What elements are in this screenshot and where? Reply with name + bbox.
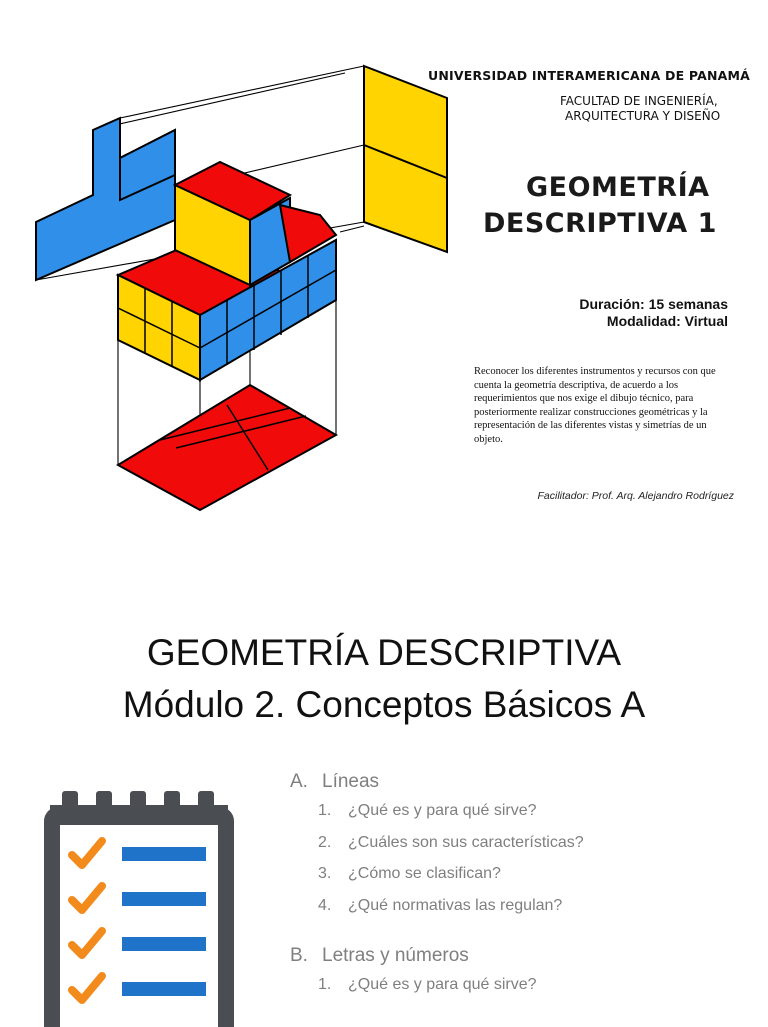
course-meta <box>579 296 728 330</box>
checklist-bar-3 <box>122 937 206 951</box>
course-description: Reconocer los diferentes instrumentos y recursos con que cuenta la geometría descriptiva, de acuerdo a los requerimientos que nos exige el dibujo técnico, para posteriormente realizar construcciones geométricas y la representación de las diferentes vistas y simetrías de un objeto. <box>474 366 716 445</box>
course-title <box>483 170 717 242</box>
section-b <box>290 943 584 969</box>
item-marker: 1. <box>318 802 332 819</box>
item-text: ¿Qué normativas las regulan? <box>348 896 563 914</box>
section-a <box>290 769 584 795</box>
checklist-bar-1 <box>122 847 206 861</box>
item-text: ¿Qué es y para qué sirve? <box>348 802 537 819</box>
outline-list <box>290 769 584 1001</box>
item-text: ¿Cómo se clasifican? <box>348 865 501 882</box>
faculty-name <box>560 94 720 124</box>
faculty-line-2: ARQUITECTURA Y DISEÑO <box>565 109 721 123</box>
item-marker: 3. <box>318 865 332 882</box>
item-text: ¿Cuáles son sus características? <box>348 833 584 851</box>
item-marker: 2. <box>318 833 332 851</box>
list-item <box>318 795 584 827</box>
course-title-line-1: GEOMETRÍA <box>526 172 710 203</box>
section-label: Líneas <box>322 771 380 792</box>
slide-title-line-1: GEOMETRÍA DESCRIPTIVA <box>146 632 622 673</box>
slide-title-line-2: Módulo 2. Conceptos Básicos A <box>122 684 646 725</box>
item-text: ¿Qué es y para qué sirve? <box>348 976 537 993</box>
section-label: Letras y números <box>322 945 469 966</box>
checklist-bar-2 <box>122 892 206 906</box>
faculty-line-1: FACULTAD DE INGENIERÍA, <box>560 94 718 108</box>
list-item <box>318 858 584 890</box>
checklist-bar-4 <box>122 982 206 996</box>
list-item <box>318 890 584 922</box>
modality-text: Modalidad: Virtual <box>606 313 728 329</box>
duration-text: Duración: 15 semanas <box>579 296 728 312</box>
course-title-line-2: DESCRIPTIVA 1 <box>483 208 717 239</box>
checklist-icon <box>40 787 240 1027</box>
slide-title <box>0 627 768 731</box>
item-marker: 1. <box>318 976 332 993</box>
list-item <box>318 827 584 859</box>
list-item <box>318 969 584 1001</box>
isometric-projection-illustration <box>0 0 460 560</box>
module-outline-slide <box>0 575 768 1024</box>
section-marker: B. <box>290 945 308 966</box>
facilitator-text: Facilitador: Prof. Arq. Alejandro Rodríguez <box>537 490 734 502</box>
section-marker: A. <box>290 771 308 792</box>
item-marker: 4. <box>318 896 332 914</box>
university-name: UNIVERSIDAD INTERAMERICANA DE PANAMÁ <box>428 68 751 83</box>
